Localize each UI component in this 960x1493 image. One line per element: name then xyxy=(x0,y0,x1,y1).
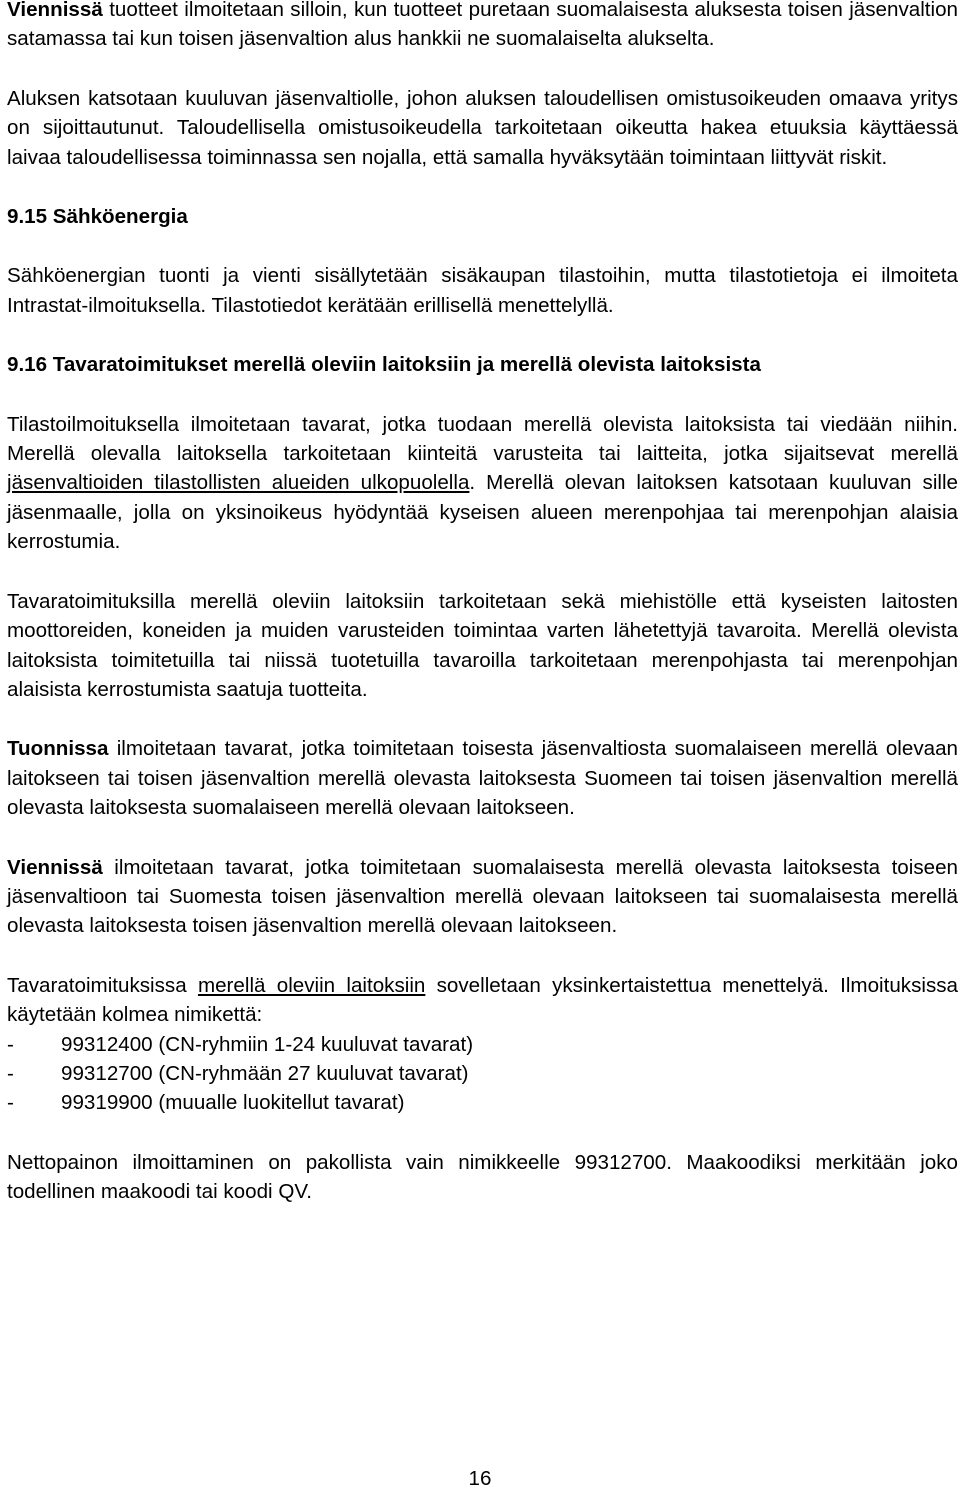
section-heading-9-15: 9.15 Sähköenergia xyxy=(7,205,188,229)
paragraph-text: ilmoitetaan tavarat, jotka toimitetaan toisesta jäsenvaltiosta suomalaiseen merellä olevaan laitokseen tai toisen jäsenvaltion merellä olevasta laitoksesta Suomeen tai toisen jäsenvaltion merellä olevasta laitoksesta suomalaiseen merellä olevaan laitokseen. xyxy=(7,737,958,820)
paragraph-text: ilmoitetaan tavarat, jotka toimitetaan suomalaisesta merellä olevasta laitoksesta toiseen jäsenvaltioon tai Suomesta toisen jäsenvaltion merellä olevaan laitokseen tai suomalaisesta merellä olevasta laitoksesta toisen jäsenvaltion merellä olevaan laitokseen. xyxy=(7,855,958,938)
list-item-text: 99312700 (CN-ryhmään 27 kuuluvat tavarat) xyxy=(61,1061,469,1085)
commodity-code-list xyxy=(7,1030,958,1118)
keyword-export: Viennissä xyxy=(7,855,103,879)
paragraph-simplified-procedure xyxy=(7,971,958,1030)
paragraph-imports xyxy=(7,734,958,822)
underlined-term: merellä oleviin laitoksiin xyxy=(197,973,426,997)
list-dash: - xyxy=(7,1061,14,1085)
paragraph-text: tuotteet ilmoitetaan silloin, kun tuotteet puretaan suomalaisesta aluksesta toisen jäsenvaltion satamassa tai kun toisen jäsenvaltion alus hankkii ne suomalaiselta alukselta. xyxy=(7,0,958,51)
list-item xyxy=(7,1059,958,1088)
list-dash: - xyxy=(7,1091,14,1115)
paragraph-text: sovelletaan yksinkertaistettua menettelyä. Ilmoituksissa käytetään kolmea nimikettä: xyxy=(7,973,959,1027)
keyword-import: Tuonnissa xyxy=(7,737,109,761)
paragraph-text: . Merellä olevan laitoksen katsotaan kuuluvan sille jäsenmaalle, jolla on yksinoikeus hyödyntää kyseisen alueen merenpohjaa tai merenpohjan alaisia kerrostumia. xyxy=(7,471,958,554)
paragraph-text: Tilastoilmoituksella ilmoitetaan tavarat, jotka tuodaan merellä olevista laitoksista tai viedään niihin. Merellä olevalla laitoksella tarkoitetaan kiinteitä varusteita tai laitteita, jotka sijaitsevat merellä xyxy=(7,412,958,466)
list-item-text: 99312400 (CN-ryhmiin 1-24 kuuluvat tavarat) xyxy=(61,1032,474,1056)
paragraph-net-weight: Nettopainon ilmoittaminen on pakollista vain nimikkeelle 99312700. Maakoodiksi merkitään joko todellinen maakoodi tai koodi QV. xyxy=(7,1150,958,1204)
document-page xyxy=(7,0,958,1207)
list-item xyxy=(7,1030,958,1059)
paragraph-text: Tavaratoimituksissa xyxy=(7,973,198,997)
list-dash: - xyxy=(7,1032,14,1056)
paragraph-offshore-supplies: Tavaratoimituksilla merellä oleviin laitoksiin tarkoitetaan sekä miehistölle että kyseisten laitosten moottoreiden, koneiden ja muiden varusteiden toimintaa varten lähetettyjä tavaroita. Merellä olevista laitoksista toimitetuilla tai niissä tuotetuilla tavaroilla tarkoitetaan merenpohjasta tai merenpohjan alaisista kerrostumista saatuja tuotteita. xyxy=(7,589,958,701)
list-item xyxy=(7,1088,958,1117)
paragraph-export-ships xyxy=(7,0,958,54)
paragraph-electricity: Sähköenergian tuonti ja vienti sisällytetään sisäkaupan tilastoihin, mutta tilastotietoja ei ilmoiteta Intrastat-ilmoituksella. Tilastotiedot kerätään erillisellä menettelyllä. xyxy=(7,264,958,317)
page-number: 16 xyxy=(468,1467,492,1490)
list-item-text: 99319900 (muualle luokitellut tavarat) xyxy=(61,1091,405,1115)
section-heading-9-16: 9.16 Tavaratoimitukset merellä oleviin laitoksiin ja merellä olevista laitoksista xyxy=(7,353,761,377)
keyword-export: Viennissä xyxy=(7,0,103,21)
paragraph-ship-ownership: Aluksen katsotaan kuuluvan jäsenvaltiolle, johon aluksen taloudellisen omistusoikeuden omaava yritys on sijoittautunut. Taloudellisella omistusoikeudella tarkoitetaan oikeutta hakea etuuksia käyttäessä laivaa taloudellisessa toiminnassa sen nojalla, että samalla hyväksytään toimintaan liittyvät riskit. xyxy=(7,86,958,169)
paragraph-exports xyxy=(7,853,958,941)
paragraph-offshore-definition xyxy=(7,410,958,557)
underlined-term: jäsenvaltioiden tilastollisten alueiden ulkopuolella xyxy=(7,471,470,495)
